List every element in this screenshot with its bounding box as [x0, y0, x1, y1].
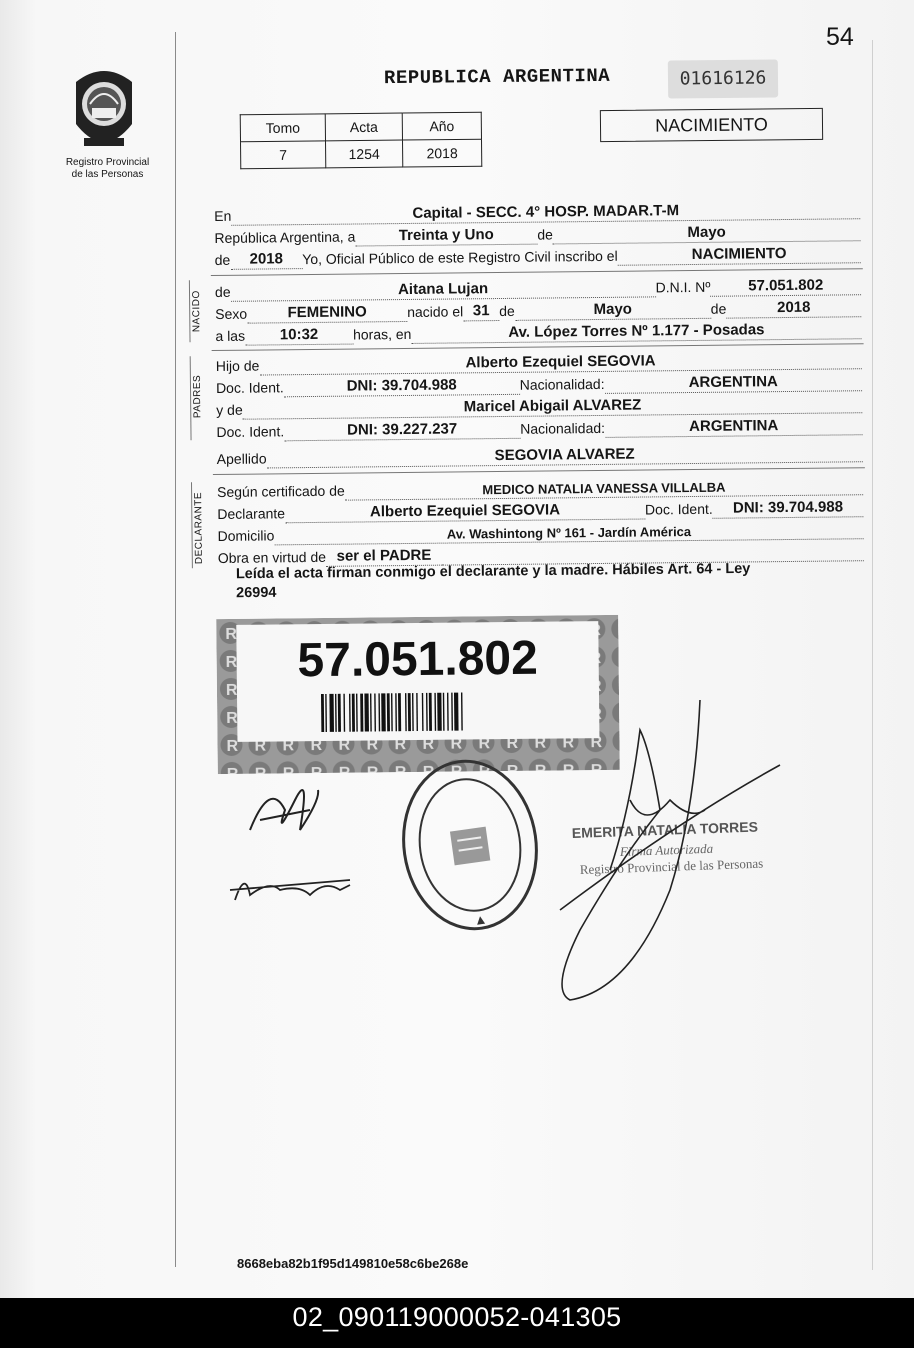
mother-row: y de Maricel Abigail ALVAREZ [216, 391, 862, 420]
closing-note: Leída el acta firman conmigo el declarante y la madre. Hábiles Art. 64 - Ley 26994 [235, 560, 751, 602]
obra-value: ser el PADRE [336, 546, 432, 565]
hijo-row: Hijo de Alberto Ezequiel SEGOVIA [216, 347, 862, 376]
birth-year-value: 2018 [776, 298, 811, 317]
en-row: En Capital - SECC. 4° HOSP. MADAR.T-M [214, 197, 860, 226]
year-value: 2018 [249, 250, 284, 268]
apellido-row: Apellido SEGOVIA ALVAREZ [217, 440, 863, 469]
act-type-box: NACIMIENTO [600, 108, 823, 142]
ano-value: 2018 [402, 139, 481, 167]
ano-header: Año [402, 112, 481, 140]
declarante-doc-value: DNI: 39.704.988 [732, 498, 844, 517]
declarante-value: Alberto Ezequiel SEGOVIA [369, 501, 561, 521]
acta-value: 1254 [326, 140, 403, 168]
mother-doc-row: Doc. Ident. DNI: 39.227.237 Nacionalidad: ARGENTINA [216, 413, 862, 442]
mother-signature [230, 880, 350, 900]
day-value: Treinta y Uno [398, 226, 494, 245]
nacido-hora-row: a las 10:32 horas, en Av. López Torres Nº 1.177 - Posadas [215, 317, 861, 346]
birth-day-value: 31 [472, 302, 490, 320]
child-dni-value: 57.051.802 [748, 276, 824, 295]
misiones-seal [66, 64, 142, 156]
padres-section-label: PADRES [191, 374, 204, 419]
sexo-value: FEMENINO [287, 303, 367, 322]
tomo-header: Tomo [240, 114, 325, 142]
inscribo-row: de 2018 Yo, Oficial Público de este Registro Civil inscribo el NACIMIENTO [215, 241, 861, 270]
acta-header: Acta [325, 113, 402, 141]
father-nationality-value: ARGENTINA [688, 373, 778, 392]
mother-nationality-value: ARGENTINA [689, 417, 779, 436]
seal-caption: Registro Provincial de las Personas [65, 157, 150, 180]
officer-office: Registro Provincial de las Personas [579, 855, 764, 877]
mother-doc-value: DNI: 39.227.237 [347, 420, 458, 439]
birth-hour-value: 10:32 [279, 325, 319, 344]
right-margin-line [872, 40, 873, 1270]
nacido-sexo-row: Sexo FEMENINO nacido el 31 de Mayo de 2018 [215, 295, 861, 324]
birth-place-value: Av. López Torres Nº 1.177 - Posadas [508, 321, 765, 341]
page-number: 54 [826, 23, 854, 51]
registry-circular-stamp [393, 753, 547, 938]
child-name-value: Aitana Lujan [397, 280, 489, 299]
dni-card-number: 57.051.802 [297, 631, 539, 688]
document-hash: 8668eba82b1f95d149810e58c6be268e [237, 1256, 469, 1271]
officer-name: EMERITA NATALIA TORRES [571, 818, 759, 841]
inscribo-value: NACIMIENTO [691, 245, 787, 263]
domicilio-value: Av. Washintong Nº 161 - Jardín América [446, 524, 692, 542]
margin-line [175, 32, 176, 1267]
month-value: Mayo [687, 223, 726, 242]
father-doc-value: DNI: 39.704.988 [346, 376, 457, 395]
declarant-signature [250, 790, 318, 830]
declarante-row: Declarante Alberto Ezequiel SEGOVIA Doc. Ident. DNI: 39.704.988 [217, 495, 863, 524]
declarante-section-label: DECLARANTE [193, 491, 205, 565]
file-id-footer: 02_090119000052-041305 [0, 1298, 914, 1348]
mother-name-value: Maricel Abigail ALVAREZ [463, 396, 642, 416]
tomo-value: 7 [241, 141, 326, 169]
officer-role: Firma Autorizada [619, 840, 714, 859]
registry-table [240, 112, 483, 170]
republica-row: República Argentina, a Treinta y Uno de Mayo [214, 219, 860, 248]
nacido-section-label: NACIDO [190, 290, 203, 333]
document-title: REPUBLICA ARGENTINA [383, 64, 611, 90]
father-doc-row: Doc. Ident. DNI: 39.704.988 Nacionalidad: ARGENTINA [216, 369, 862, 398]
certificado-value: MEDICO NATALIA VANESSA VILLALBA [482, 479, 726, 498]
obra-row: Obra en virtud de ser el PADRE [218, 539, 864, 568]
serial-number-stamp: 01616126 [668, 59, 778, 98]
father-name-value: Alberto Ezequiel SEGOVIA [465, 352, 656, 372]
birth-month-value: Mayo [593, 300, 633, 319]
domicilio-row: Domicilio Av. Washintong Nº 161 - Jardín América [217, 517, 863, 546]
apellido-value: SEGOVIA ALVAREZ [494, 445, 635, 465]
en-value: Capital - SECC. 4° HOSP. MADAR.T-M [412, 202, 680, 222]
nacido-name-row: de Aitana Lujan D.N.I. Nº 57.051.802 [215, 273, 861, 302]
certificado-row: Según certificado de MEDICO NATALIA VANESSA VILLALBA [217, 473, 863, 502]
signatures-and-stamp [200, 690, 800, 1010]
